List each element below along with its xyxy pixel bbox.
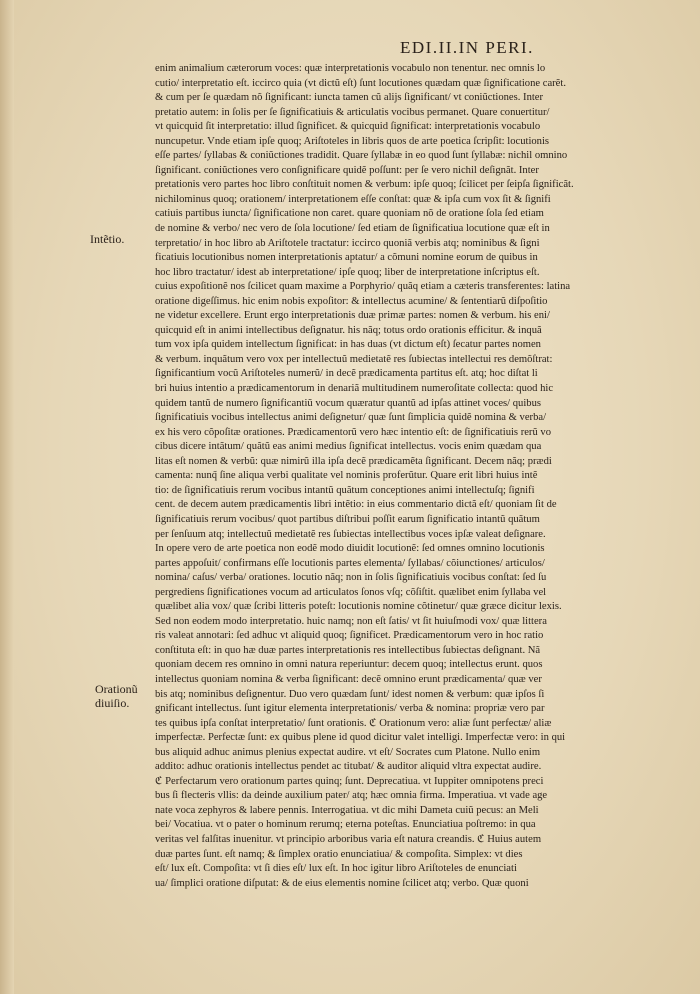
- text-line: cibus dicere intãtum/ quãtũ eas animi medius ſignificat intellectus. vocis enim quædam qua: [155, 441, 542, 453]
- text-line: catiuis partibus iuncta/ ſignificatione non caret. quare quoniam nõ de oratione ſola ſed etiam: [155, 208, 544, 220]
- text-line: cent. de decem autem prædicamentis libri intẽtio: in eius commentario dictã eſt/ quoniam ſit de: [155, 499, 557, 511]
- text-line: & verbum. inquãtum vero vox per intellectuũ medietatẽ res ſubiectas intellectui res demõſtrat:: [155, 353, 553, 365]
- text-line: ficatiuis locutionibus nomen interpretationis aptatur/ a cõmuni nomine eorum de quibus in: [155, 252, 538, 264]
- text-line: imperfectæ. Perfectæ ſunt: ex quibus plene id quod dicitur valet intelligi. Imperfectæ vero: in qui: [155, 732, 566, 744]
- text-line: veritas vel falſitas inuenitur. vt principio arboribus varia eſt natura creandis. ℭ Huius autem: [155, 833, 542, 845]
- text-line: gnificant intellectus. ſunt igitur elementa interpretationis/ verba & nomina: propriæ vero par: [155, 703, 545, 715]
- text-line: enim animalium cæterorum voces: quæ interpretationis vocabulo non tenentur. nec omnis lo: [155, 63, 546, 74]
- page-edge: [0, 0, 14, 994]
- marginal-note-intentio: Intẽtio.: [90, 232, 125, 246]
- marginal-note-line: Orationũ: [95, 682, 138, 696]
- text-line: conſtituta eſt: in quo hæ duæ partes interpretationis res intellectibus ſubiectas deſignant. Nã: [155, 644, 541, 656]
- text-line: quoniam decem res omnino in omni natura reperiuntur: decem quoq; intellectus erunt. quos: [155, 659, 543, 671]
- text-line: nate voca zephyros & labere pennis. Interrogatiua. vt dic mihi Dameta cuiũ pecus: an Meli: [155, 804, 539, 816]
- text-line: duæ partes ſunt. eſt namq; & ſimplex oratio enunciatiua/ & compoſita. Simplex: vt dies: [155, 848, 523, 860]
- text-line: ſignificantium vocũ Ariſtoteles numerũ/ in decẽ prædicamenta partitus eſt. atq; hoc diſtat li: [155, 368, 538, 380]
- text-line: quælibet alia vox/ quæ ſcribi litteris poteſt: locutionis nomine cõtinetur/ quæ græce dicitur lexis.: [155, 601, 562, 613]
- text-line: pretatio autem: in ſolis per ſe ſignificatiuis & articulatis vocibus permanet. Quare conuertitur/: [155, 106, 550, 118]
- text-line: Sed non eodem modo interpretatio. huic namq; non eſt ſatis/ vt ſit huiuſmodi vox/ quæ littera: [155, 615, 547, 627]
- text-line: bri huius intentio a prædicamentorum in denariã multitudinem numeroſitate collecta: quod hic: [155, 383, 554, 395]
- text-line: bis atq; nominibus deſignentur. Duo vero quædam ſunt/ idest nomen & verbum: quæ ipſos ſi: [155, 688, 545, 700]
- text-line: & cum per ſe quædam nõ ſignificant: iuncta tamen cũ alijs ſignificant/ vt coniũctiones. Inter: [155, 92, 544, 104]
- text-line: pretationis vero partes hoc libro conſtituit nomen & verbum: ipſe quoq; ſcilicet per ſeipſa ſignificãt.: [155, 179, 574, 191]
- text-line: quicquid eſt in animi intellectibus deſignatur. his nãq; totus ordo orationis efficitur. & inquã: [155, 324, 542, 336]
- text-line: ne videtur excellere. Erunt ergo interpretationis duæ primæ partes: nomen & verbum. his eni/: [155, 310, 550, 322]
- text-line: tum vox ipſa quidem intellectum ſignificat: in has duas (vt dictum eſt) ſecatur partes nomen: [155, 339, 541, 351]
- text-line: ua/ ſimplici oratione diſputat: & de eius elementis nomine ſcilicet atq; verbo. Quæ quoni: [155, 877, 529, 889]
- text-line: ℭ Perfectarum vero orationum partes quinq; ſunt. Deprecatiua. vt Iuppiter omnipotens preci: [155, 775, 544, 787]
- text-line: cutio/ interpretatio eſt. iccirco quia (vt dictũ eſt) ſunt locutiones quædam quæ ſignificatione carẽt.: [155, 77, 566, 89]
- text-line: terpretatio/ in hoc libro ab Ariſtotele tractatur: iccirco quoniã verbis atq; nominibus & ſigni: [155, 237, 540, 249]
- text-line: ſignificatiuis rerum vocibus/ quot partibus diſtribui poſſit earum ſignificatio intantũ quãtum: [155, 513, 540, 525]
- text-line: bus ſi flecteris vllis: da deinde auxilium pater/ atq; hæc omnia firma. Imperatiua. vt vade age: [155, 790, 548, 802]
- text-line: addito: adhuc orationis intellectus pendet ac titubat/ & auditor aliquid vltra expectat audire.: [155, 761, 542, 773]
- text-line: partes appoſuit/ confirmans eſſe locutionis partes elementa/ ſyllabas/ cõiunctiones/ articulos/: [155, 557, 545, 569]
- marginal-note-line: diuiſio.: [95, 696, 130, 710]
- text-line: ris valeat annotari: ſed adhuc vt aliquid quoq; ſignificet. Prædicamentorum vero in hoc ratio: [155, 630, 544, 642]
- text-line: camenta: nunq̃ ſine aliqua verbi qualitate vel nominis proferũtur. Quare erit libri huius intẽ: [155, 470, 538, 482]
- text-line: de nomine & verbo/ nec vero de ſola locutione/ ſed etiam de ſignificatiua locutione quæ eſt in: [155, 223, 550, 235]
- text-line: pergrediens ſignificationes vocum ad articulatos ſonos vſq; cõſiſtit. quælibet enim ſyllaba vel: [155, 586, 547, 598]
- text-line: tes quibus ipſa conſtat interpretatio/ ſunt orationis. ℭ Orationum vero: aliæ ſunt perfectæ/ aliæ: [155, 717, 552, 729]
- text-line: In opere vero de arte poetica non eodẽ modo diuidit locutionẽ: ſed omnes omnino locutionis: [155, 543, 545, 555]
- main-text-block: [155, 62, 685, 891]
- text-line: ex his vero cõpoſitæ orationes. Prædicamentorũ vero hæc intentio eſt: de ſignificatiuis rerũ vo: [155, 426, 551, 438]
- text-line: oratione digeſſimus. hic enim nobis expoſitor: & intellectus acumine/ & ſententiarũ diſpoſitio: [155, 295, 548, 307]
- text-line: ſignificatiuis vocibus intellectus animi deſignetur/ quæ ſunt ſimplicia quidẽ nomina & verba/: [155, 412, 547, 424]
- text-line: bus aliquid adhuc animus plenius expectat audire. vt eſt/ Socrates cum Platone. Nullo enim: [155, 746, 541, 758]
- text-line: bei/ Vocatiua. vt o pater o hominum rerumq; eterna poteſtas. Enunciatiua poſtremo: in qua: [155, 819, 536, 831]
- text-line: quidem tantũ de numero ſignificantiũ vocum quæratur quantũ ad ipſas attinet voces/ quibus: [155, 397, 541, 409]
- text-line: tio: de ſignificatiuis rerum vocibus intantũ quãtum conceptiones animi intellectuſq; ſignifi: [155, 484, 535, 496]
- text-line: litas eſt nomen & verbũ: quæ nimirũ illa ipſa decẽ prædicamẽta ſignificant. Decem nãq; prædi: [155, 455, 552, 467]
- text-line: hoc libro tractatur/ idest ab interpretatione/ ipſe quoq; liber de interpretatione inſcriptus eſt.: [155, 266, 540, 278]
- text-line: per ſenſuum atq; intellectuũ medietatẽ res ſubiectas intellectibus voces ipſæ valeat deſignare.: [155, 528, 546, 540]
- text-line: eſſe partes/ ſyllabas & coniũctiones tradidit. Quare ſyllabæ in eo quod ſunt ſyllabæ: nichil omnino: [155, 150, 568, 162]
- running-head: EDI.II.IN PERI.: [400, 38, 534, 57]
- text-line: intellectus quoniam nomina & verba ſignificant: decẽ omnino erunt prædicamenta/ quæ ver: [155, 673, 542, 685]
- text-line: vt quicquid ſit interpretatio: illud ſignificet. & quicquid ſignificat: interpretationis vocabulo: [155, 121, 541, 133]
- text-line: eſt/ lux eſt. Compoſita: vt ſi dies eſt/ lux eſt. In hoc igitur libro Ariſtoteles de enunciati: [155, 863, 517, 875]
- text-line: nomina/ caſus/ verba/ orationes. locutio nãq; non in ſolis ſignificatiuis vocibus conſtat: ſed ſu: [155, 572, 547, 584]
- text-line: nuncupetur. Vnde etiam ipſe quoq; Ariſtoteles in libris quos de arte poetica ſcripſit: locutionis: [155, 135, 550, 147]
- text-line: nichilominus quoq; orationem/ interpretationem eſſe conſtat: quæ & ipſa cum vox ſit & ſignifi: [155, 193, 551, 205]
- text-line: cuius expoſitionẽ nos ſcilicet quam maxime a Porphyrio/ quãq etiam a cæteris transferentes: latina: [155, 281, 571, 293]
- text-line: ſignificant. coniũctiones vero conſignificare quidẽ poſſunt: per ſe vero nichil deſignãt. Inter: [155, 164, 539, 176]
